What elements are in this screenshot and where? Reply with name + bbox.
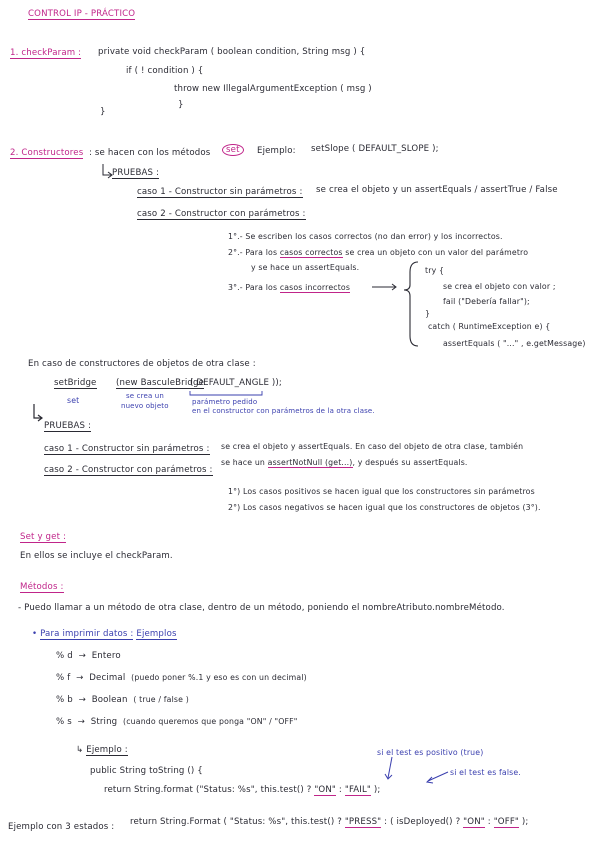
caso2-text-2a: 1°) Los casos positivos se hacen igual que los constructores sin parámetros [228, 487, 535, 496]
step-3: 3°.- Para los casos incorrectos [228, 283, 351, 292]
step-1: 1°.- Se escriben los casos correctos (no dan error) y los incorrectos. [228, 232, 503, 241]
code-return: return String.format ("Status: %s", this.test() ? "ON" : "FAIL" ); [104, 785, 381, 795]
code-param: ( DEFAULT_ANGLE )); [190, 378, 282, 388]
set-circled: set [222, 144, 244, 156]
format-f: % f → Decimal (puedo poner %.1 y eso es con un decimal) [56, 673, 307, 683]
code-example: setSlope ( DEFAULT_SLOPE ); [311, 144, 439, 154]
note-false: si el test es false. [450, 768, 521, 777]
ejemplo-label: Ejemplo: [257, 146, 296, 156]
format-b: % b → Boolean ( true / false ) [56, 695, 189, 705]
caso1-text-2b: se hace un assertNotNull (get...), y después su assertEquals. [221, 458, 468, 467]
otra-clase-intro: En caso de constructores de objetos de otra clase : [28, 359, 256, 369]
code-tostring: public String toString () { [90, 766, 203, 776]
annotation-obj: nuevo objeto [121, 402, 169, 410]
pruebas-label-2: PRUEBAS : [44, 421, 92, 431]
code-new-bridge: (new BasculeBridge [116, 378, 205, 388]
code-line: } [178, 100, 184, 110]
annotation-param: parámetro pedido [192, 398, 258, 406]
code-line: if ( ! condition ) { [126, 66, 204, 76]
caso2-label-2: caso 2 - Constructor con parámetros : [44, 465, 213, 475]
step-2-cont: y se hace un assertEquals. [251, 263, 360, 272]
section-constructores-label: 2. Constructores [10, 148, 84, 158]
ejemplo-3-estados-label: Ejemplo con 3 estados : [8, 822, 115, 832]
metodos-text: - Puedo llamar a un método de otra clase, dentro de un método, poniendo el nombreAtributo.nombreMétodo. [18, 603, 505, 613]
caso1-text: se crea el objeto y un assertEquals / assertTrue / False [316, 185, 558, 195]
try-line: se crea el objeto con valor ; [443, 282, 556, 291]
try-line: fail ("Debería fallar"); [443, 297, 530, 306]
caso2-label: caso 2 - Constructor con parámetros : [137, 209, 306, 219]
catch-line: catch ( RuntimeException e) { [428, 322, 551, 331]
caso1-text-2: se crea el objeto y assertEquals. En caso del objeto de otra clase, también [221, 442, 524, 451]
imprimir-label: • Para imprimir datos : Ejemplos [32, 629, 177, 639]
note-positive: si el test es positivo (true) [377, 748, 484, 757]
section-setget-label: Set y get : [20, 532, 67, 542]
caso1-label: caso 1 - Constructor sin parámetros : [137, 187, 303, 197]
caso2-text-2b: 2°) Los casos negativos se hacen igual que los constructores de objetos (3°). [228, 503, 541, 512]
annotation-set: set [67, 396, 80, 405]
try-line: } [425, 309, 431, 318]
annotation-obj: se crea un [126, 392, 164, 400]
code-setbridge: setBridge [54, 378, 97, 388]
code-line: throw new IllegalArgumentException ( msg ) [174, 84, 372, 94]
code-line: } [100, 107, 106, 117]
ejemplo-label-2: ↳ Ejemplo : [76, 745, 128, 755]
try-line: try { [425, 266, 445, 275]
pruebas-label: PRUEBAS : [112, 168, 160, 178]
section-checkparam-label: 1. checkParam : [10, 48, 82, 58]
code-3-estados: return String.Format ( "Status: %s", this.test() ? "PRESS" : ( isDeployed() ? "ON" : "OFF" ); [130, 817, 529, 827]
annotation-param: en el constructor con parámetros de la otra clase. [192, 407, 375, 415]
code-line: private void checkParam ( boolean condition, String msg ) { [98, 47, 366, 57]
caso1-label-2: caso 1 - Constructor sin parámetros : [44, 444, 210, 454]
section-metodos-label: Métodos : [20, 582, 64, 592]
step-2: 2°.- Para los casos correctos se crea un objeto con un valor del parámetro [228, 248, 529, 257]
format-d: % d → Entero [56, 651, 121, 661]
setget-text: En ellos se incluye el checkParam. [20, 551, 173, 561]
format-s: % s → String (cuando queremos que ponga "ON" / "OFF" [56, 717, 298, 727]
catch-line: assertEquals ( "..." , e.getMessage) [443, 339, 586, 348]
section-intro: : se hacen con los métodos [89, 148, 211, 158]
page-title: CONTROL IP - PRÁCTICO [28, 9, 136, 19]
